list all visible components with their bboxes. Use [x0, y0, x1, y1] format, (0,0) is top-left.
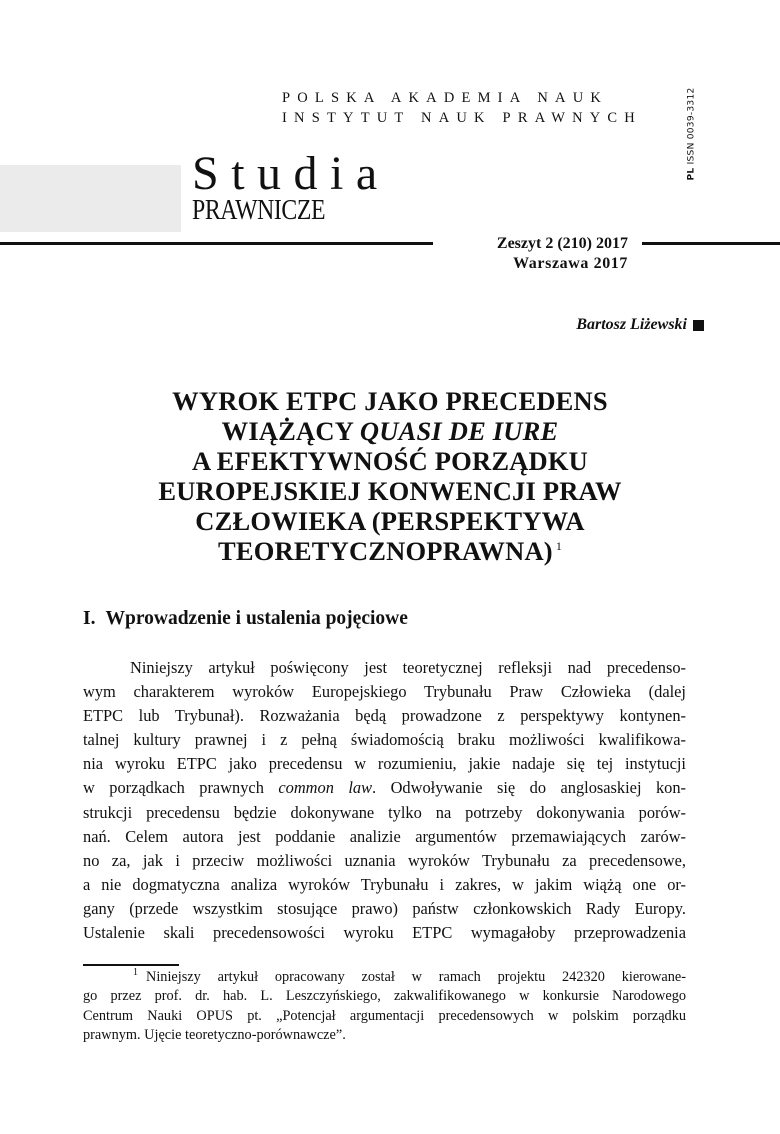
title-line: A EFEKTYWNOŚĆ PORZĄDKU — [191, 446, 589, 476]
issue-number: Zeszyt 2 (210) 2017 — [496, 235, 628, 252]
body-line: Ustalenie skali precedensowości wyroku ETPC wymagałoby przeprowadzenia — [83, 923, 686, 943]
footnote-mark: 1 — [133, 967, 138, 979]
issn-number: ISSN 0039-3312 — [687, 87, 698, 165]
title-line-plain: WIĄŻĄCY — [221, 416, 360, 446]
body-line: nań. Celem autora jest poddanie analizie argumentów przemawiających zarów- — [83, 826, 686, 846]
body-line: Niniejszy artykuł poświęcony jest teoretycznej refleksji nad precedenso- — [130, 658, 686, 677]
issue-place-year: Warszawa 2017 — [513, 255, 628, 272]
body-line: wym charakterem wyroków Europejskiego Trybunału Praw Człowieka (dalej — [83, 682, 686, 702]
body-line: no za, jak i przeciw możliwości uznania wyroków Trybunału za precedensowe, — [83, 850, 686, 870]
issn-prefix: PL — [687, 167, 698, 181]
body-line-text: w porządkach prawnych — [83, 778, 279, 798]
journal-title: Studia — [192, 147, 390, 200]
footnote — [83, 968, 686, 1045]
author-name: Bartosz Liżewski — [576, 316, 687, 333]
header-rule-left — [0, 242, 433, 245]
title-line: WYROK ETPC JAKO PRECEDENS — [172, 386, 608, 416]
body-line: gany (przede wszystkim stosujące prawo) państw członkowskich Rady Europy. — [83, 898, 686, 918]
body-line: a nie dogmatyczna analiza wyroków Trybunału i zakres, w jakim wiążą one or- — [83, 874, 686, 894]
footnote-line-text: Niniejszy artykuł opracowany został w ramach projektu 242320 kierowane- — [146, 969, 686, 985]
author-line — [576, 316, 704, 334]
title-line: CZŁOWIEKA (PERSPEKTYWA — [195, 506, 585, 536]
title-line: EUROPEJSKIEJ KONWENCJI PRAW — [158, 476, 622, 506]
body-line: talnej kultury prawnej i z pełną świadomością braku możliwości kwalifikowa- — [83, 730, 686, 750]
journal-subtitle: PRAWNICZE — [192, 194, 326, 226]
footnote-line: prawnym. Ujęcie teoretyczno-porównawcze”. — [83, 1026, 346, 1043]
header-rule-right — [642, 242, 780, 245]
institute-name: INSTYTUT NAUK PRAWNYCH — [282, 110, 642, 126]
body-line: strukcji precedensu będzie dokonywane tylko na potrzeby dokonywania porów- — [83, 802, 686, 822]
title-footnote-ref[interactable]: 1 — [555, 539, 563, 554]
body-paragraph — [83, 656, 686, 945]
decorative-grey-block — [0, 165, 181, 232]
section-heading — [83, 608, 408, 630]
footnote-line: Centrum Nauki OPUS pt. „Potencjał argumentacji precedensowych w polskim porządku — [83, 1007, 686, 1024]
title-line-text: TEORETYCZNOPRAWNA) — [217, 536, 553, 566]
issn-label — [685, 84, 699, 184]
institution-name: POLSKA AKADEMIA NAUK — [282, 90, 609, 106]
section-title: Wprowadzenie i ustalenia pojęciowe — [105, 608, 408, 629]
footnote-line — [83, 968, 686, 987]
title-latin-phrase: QUASI DE IURE — [359, 416, 559, 446]
footnote-line: go przez prof. dr. hab. L. Leszczyńskiego, zakwalifikowanego w konkursie Narodowego — [83, 988, 686, 1005]
square-bullet-icon — [693, 320, 704, 331]
body-line: nia wyroku ETPC jako precedensu w rozumieniu, jakie nadaje się tej instytucji — [83, 754, 686, 774]
body-line-text: . Odwoływanie się do anglosaskiej kon- — [372, 778, 686, 798]
article-title — [110, 386, 670, 566]
footnote-separator — [83, 964, 179, 966]
body-line — [83, 776, 686, 800]
section-number: I. — [83, 608, 96, 629]
title-line — [110, 536, 670, 566]
body-line-italic: common law — [278, 778, 373, 798]
body-line: ETPC lub Trybunał). Rozważania będą prowadzone z perspektywy kontynen- — [83, 706, 686, 726]
title-line — [110, 416, 670, 446]
